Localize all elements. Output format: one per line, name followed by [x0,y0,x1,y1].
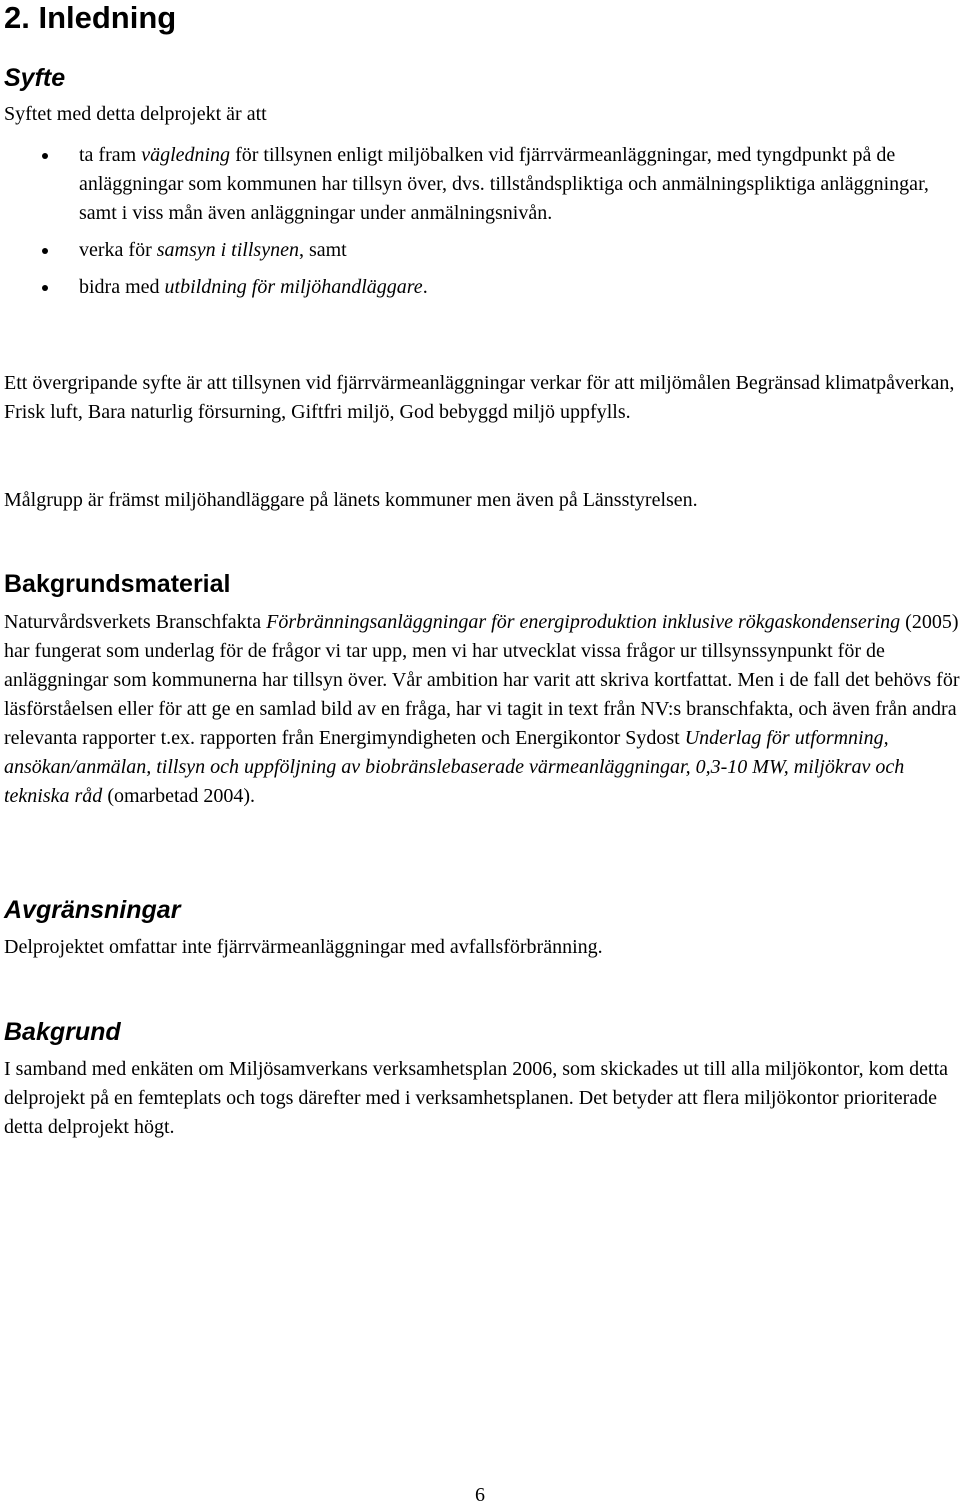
page-number: 6 [475,1484,485,1506]
bullet-emphasis: vägledning [141,144,231,166]
section-heading-bakgrundsmaterial: Bakgrundsmaterial [4,570,231,598]
bullet-text: . [422,276,428,298]
publication-title: Förbränningsanläggningar för energiproduktion inklusive rökgaskondensering [266,611,901,633]
bullet-emphasis: utbildning för miljöhandläggare [164,276,423,298]
bullet-text: ta fram [79,144,142,166]
paragraph-text: Naturvårdsverkets Branschfakta [4,611,267,633]
syfte-bullet-list [4,141,960,310]
section-heading-syfte: Syfte [4,64,66,92]
list-item [4,141,960,228]
bullet-icon [42,248,48,254]
bakgrund-paragraph: I samband med enkäten om Miljösamverkans verksamhetsplan 2006, som skickades ut till alla miljökontor, kom detta delprojekt på en femteplats och togs därefter med i verksamhetsplanen. Det betyder att flera miljökontor prioriterade detta delprojekt högt. [4,1058,949,1138]
avgransningar-paragraph: Delprojektet omfattar inte fjärrvärmeanläggningar med avfallsförbränning. [4,936,603,958]
section-heading-avgransningar: Avgränsningar [4,896,181,924]
paragraph-text: (2005) har fungerat som underlag för de frågor vi tar upp, men vi har utvecklat vissa frågor ur tillsynssynpunkt för de anläggningar som kommunerna har tillsyn över. Vår ambition har varit att skriva kortfattat. Men i de fall det behövs för läsförståelsen eller för att ge en samlad bild av en fråga, har vi tagit in text från NV:s branschfakta, och även från andra relevanta rapporter t.ex. rapporten från Energimyndigheten och Energikontor Sydost [4,611,960,749]
bakgrundsmaterial-paragraph [4,608,960,811]
syfte-intro: Syftet med detta delprojekt är att [4,103,267,125]
bullet-text: , samt [298,239,347,261]
list-item [4,236,960,265]
list-item [4,273,960,302]
paragraph-text: (omarbetad 2004). [102,785,256,807]
bullet-icon [42,285,48,291]
bullet-icon [42,153,48,159]
bullet-text: verka för [79,239,157,261]
bullet-text: bidra med [79,276,165,298]
publication-title: Underlag för utformning, ansökan/anmälan, tillsyn och uppföljning av biobränslebaserade värmeanläggningar, 0,3-10 MW, miljökrav och tekniska råd [4,727,905,807]
chapter-title: 2. Inledning [4,0,177,35]
syfte-paragraph-goals: Ett övergripande syfte är att tillsynen vid fjärrvärmeanläggningar verkar för att miljömålen Begränsad klimatpåverkan, Frisk luft, Bara naturlig försurning, Giftfri miljö, God bebyggd miljö uppfylls. [4,372,955,423]
section-heading-bakgrund: Bakgrund [4,1018,121,1046]
bullet-text: för tillsynen enligt miljöbalken vid fjärrvärmeanläggningar, med tyngdpunkt på de anläggningar som kommunen har tillsyn över, dvs. tillståndspliktiga och anmälningspliktiga anläggningar, samt i viss mån även anläggningar under anmälningsnivån. [79,144,929,224]
syfte-paragraph-target-group: Målgrupp är främst miljöhandläggare på länets kommuner men även på Länsstyrelsen. [4,489,698,511]
bullet-emphasis: samsyn i tillsynen [156,239,299,261]
